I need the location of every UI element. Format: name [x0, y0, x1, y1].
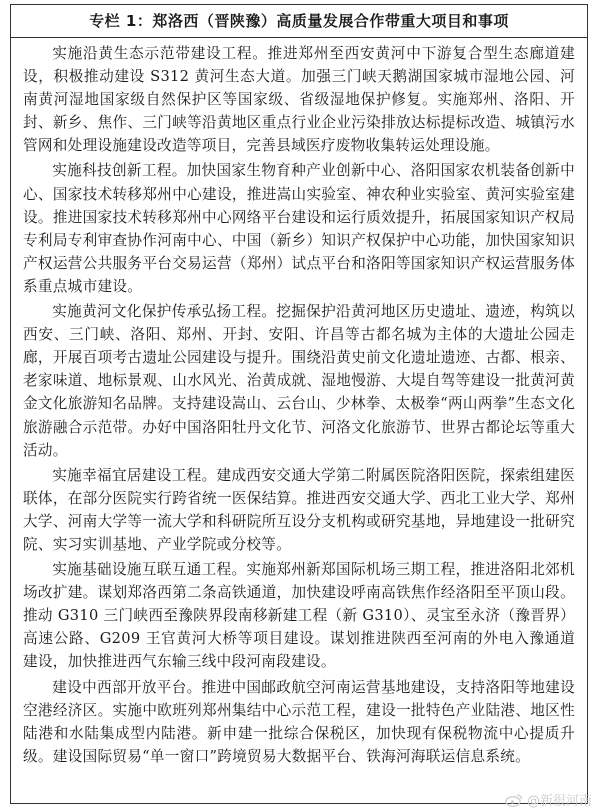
- paragraph-opening: 建设中西部开放平台。推进中国邮政航空河南运营基地建设，支持洛阳等地建设空港经济区。实施中欧班列郑州集结中心示范工程，建设一批特色产业陆港、地区性陆港和水陆集成型内陆港。新申建一批综合保税区，加快现有保税物流中心提质升级。建设国际贸易“单一窗口”跨境贸易大数据平台、铁海河海联运信息系统。: [23, 678, 575, 765]
- paragraph-livelihood: 实施幸福宜居建设工程。建成西安交通大学第二附属医院洛阳医院，探索组建医联体，在部分医院实行跨省统一医保结算。推进西安交通大学、西北工业大学、郑州大学、河南大学等一流大学和科研院所互设分支机构或研究基地，异地建设一批研究院、实习实训基地、产业学院或分校等。: [23, 466, 575, 553]
- project-column-box: [10, 4, 588, 804]
- column-content: [11, 38, 587, 768]
- paragraph-culture: 实施黄河文化保护传承弘扬工程。挖掘保护沿黄河地区历史遗址、遗迹，构筑以西安、三门峡、洛阳、郑州、开封、安阳、许昌等古都名城为主体的大遗址公园走廊，开展百项考古遗址公园建设与提升。围绕沿黄史前文化遗址遗迹、古都、根亲、老家味道、地标景观、山水风光、治黄成就、湿地慢游、大堤自驾等建设一批黄河黄金文化旅游知名品牌。支持建设嵩山、云台山、少林拳、太极拳“两山两拳”生态文化旅游融合示范带。办好中国洛阳牡丹文化节、河洛文化旅游节、世界古都论坛等重大活动。: [23, 303, 575, 459]
- paragraph-ecology: 实施沿黄生态示范带建设工程。推进郑州至西安黄河中下游复合型生态廊道建设，积极推动建设 S312 黄河生态大道。加强三门峡天鹅湖国家城市湿地公园、河南黄河湿地国家级自然保护区等国家级、省级湿地保护修复。实施郑州、洛阳、开封、新乡、焦作、三门峡等沿黄地区重点行业企业污染排放达标提标改造、城镇污水管网和处理设施建设改造等项目，完善县域医疗废物收集转运处理设施。: [23, 45, 575, 155]
- watermark-text: @新很河南: [526, 794, 592, 809]
- watermark: [505, 790, 592, 809]
- paragraph-infrastructure: 实施基础设施互联互通工程。实施郑州新郑国际机场三期工程，推进洛阳北郊机场改扩建。谋划郑洛西第二条高铁通道，加快建设呼南高铁焦作经洛阳至平顶山段。推动 G310 三门峡西至豫陕界段南移新建工程（新 G310）、灵宝至永济（豫晋界）高速公路、G209 王官黄河大桥等项目建设。谋划推进陕西至河南的外电入豫通道建设，加快推进西气东输三线中段河南段建设。: [23, 561, 575, 671]
- weibo-icon: [505, 793, 523, 807]
- column-title: 专栏 1：郑洛西（晋陕豫）高质量发展合作带重大项目和事项: [11, 5, 587, 38]
- paragraph-technology: 实施科技创新工程。加快国家生物育种产业创新中心、洛阳国家农机装备创新中心、国家技术转移郑州中心建设，推进嵩山实验室、神农种业实验室、黄河实验室建设。推进国家技术转移郑州中心网络平台建设和运行质效提升，拓展国家知识产权局专利局专利审查协作河南中心、中国（新乡）知识产权保护中心功能，加快国家知识产权运营公共服务平台交易运营（郑州）试点平台和洛阳等国家知识产权运营服务体系重点城市建设。: [23, 162, 575, 295]
